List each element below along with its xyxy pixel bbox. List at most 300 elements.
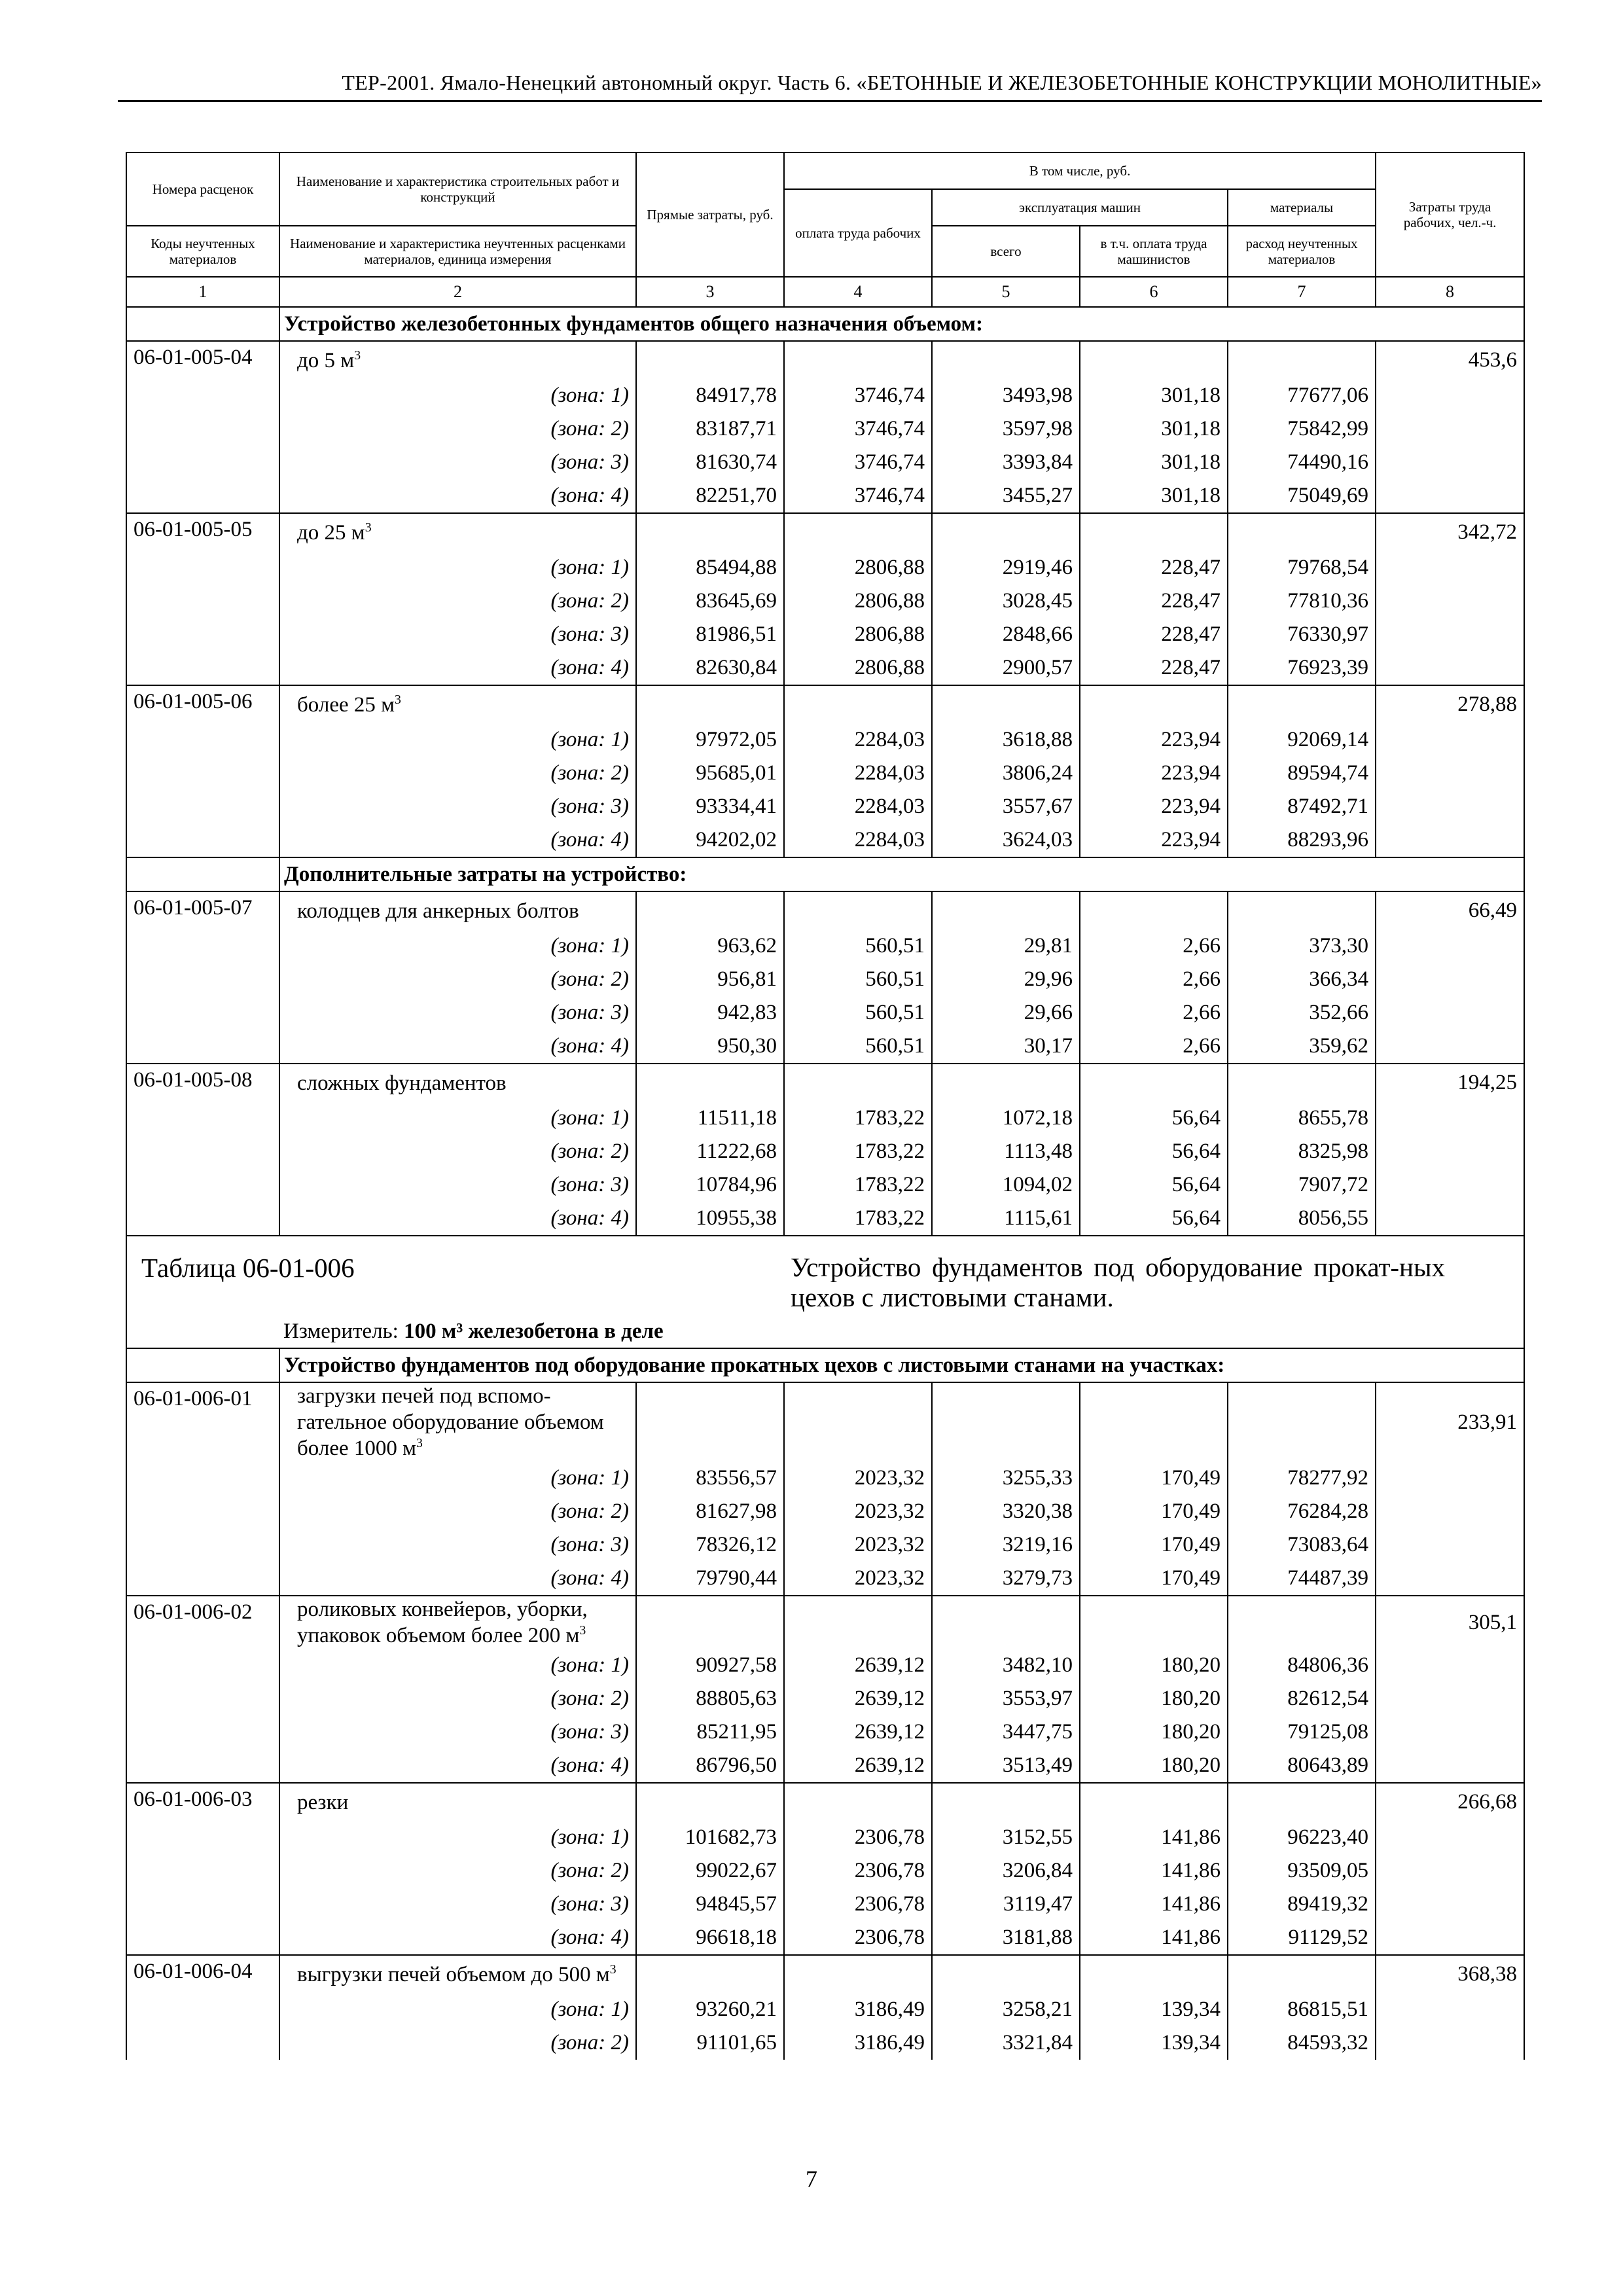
rate-name	[279, 1382, 636, 1462]
rate-row	[126, 1382, 1524, 1462]
zone-row	[126, 757, 1524, 790]
rate-name	[279, 1955, 636, 1993]
labor-cost: 194,25	[1376, 1064, 1524, 1102]
zone-label: (зона: 4)	[279, 479, 636, 513]
zone-row	[126, 790, 1524, 823]
machines-total: 3557,67	[932, 790, 1080, 823]
empty-cell	[126, 1462, 279, 1495]
drivers-pay: 228,47	[1080, 651, 1228, 685]
machines-total: 30,17	[932, 1030, 1080, 1064]
materials-cost: 366,34	[1228, 963, 1376, 996]
section-title-row	[126, 857, 1524, 891]
empty-cell	[1376, 1495, 1524, 1528]
zone-label: (зона: 3)	[279, 790, 636, 823]
drivers-pay: 170,49	[1080, 1495, 1228, 1528]
direct-costs: 101682,73	[636, 1821, 784, 1854]
empty-cell	[784, 341, 932, 379]
zone-label: (зона: 2)	[279, 1135, 636, 1168]
direct-costs: 94845,57	[636, 1888, 784, 1921]
rate-row	[126, 685, 1524, 723]
worker-pay: 2023,32	[784, 1528, 932, 1562]
zone-label: (зона: 4)	[279, 1202, 636, 1236]
materials-cost: 82612,54	[1228, 1682, 1376, 1715]
empty-cell	[1376, 412, 1524, 446]
rate-row	[126, 513, 1524, 551]
machines-total: 3618,88	[932, 723, 1080, 757]
direct-costs: 10955,38	[636, 1202, 784, 1236]
materials-cost: 8056,55	[1228, 1202, 1376, 1236]
materials-cost: 93509,05	[1228, 1854, 1376, 1888]
materials-cost: 76330,97	[1228, 618, 1376, 651]
empty-cell	[932, 685, 1080, 723]
materials-cost: 74490,16	[1228, 446, 1376, 479]
meter-value: 100 м³ железобетона в деле	[404, 1319, 664, 1343]
zone-label: (зона: 4)	[279, 651, 636, 685]
zone-row	[126, 1202, 1524, 1236]
zone-row	[126, 1528, 1524, 1562]
empty-cell	[126, 1715, 279, 1749]
direct-costs: 963,62	[636, 929, 784, 963]
rate-name-text: более 25 м	[297, 692, 395, 717]
empty-cell	[126, 996, 279, 1030]
zone-label: (зона: 2)	[279, 1682, 636, 1715]
direct-costs: 83187,71	[636, 412, 784, 446]
rate-name-text: колодцев для анкерных болтов	[297, 899, 579, 923]
zone-row	[126, 1462, 1524, 1495]
column-numbers	[126, 277, 1524, 307]
drivers-pay: 56,64	[1080, 1135, 1228, 1168]
empty-cell	[1376, 1821, 1524, 1854]
materials-cost: 73083,64	[1228, 1528, 1376, 1562]
section-title-row	[126, 1348, 1524, 1382]
materials-cost: 91129,52	[1228, 1921, 1376, 1955]
section-title-row	[126, 307, 1524, 341]
empty-cell	[1376, 1462, 1524, 1495]
materials-cost: 76923,39	[1228, 651, 1376, 685]
header-worker-pay: оплата труда рабочих	[784, 189, 932, 277]
direct-costs: 81627,98	[636, 1495, 784, 1528]
direct-costs: 10784,96	[636, 1168, 784, 1202]
empty-cell	[784, 1064, 932, 1102]
drivers-pay: 2,66	[1080, 1030, 1228, 1064]
empty-cell	[126, 1749, 279, 1783]
zone-row	[126, 1993, 1524, 2026]
empty-cell	[932, 1064, 1080, 1102]
empty-cell	[1080, 685, 1228, 723]
empty-cell	[784, 891, 932, 929]
zone-label: (зона: 3)	[279, 446, 636, 479]
machines-total: 3393,84	[932, 446, 1080, 479]
direct-costs: 97972,05	[636, 723, 784, 757]
empty-cell	[1376, 1102, 1524, 1135]
drivers-pay: 2,66	[1080, 963, 1228, 996]
rate-name-text: загрузки печей под вспомо-гательное оборудование объемом более 1000 м	[297, 1384, 604, 1460]
materials-cost: 88293,96	[1228, 823, 1376, 857]
empty-cell	[784, 1955, 932, 1993]
drivers-pay: 301,18	[1080, 412, 1228, 446]
drivers-pay: 56,64	[1080, 1168, 1228, 1202]
drivers-pay: 2,66	[1080, 996, 1228, 1030]
empty-cell	[126, 379, 279, 412]
empty-cell	[636, 1064, 784, 1102]
empty-cell	[1080, 1955, 1228, 1993]
zone-label: (зона: 2)	[279, 963, 636, 996]
drivers-pay: 56,64	[1080, 1102, 1228, 1135]
rate-code: 06-01-005-05	[126, 513, 279, 551]
empty-cell	[1376, 1921, 1524, 1955]
rate-code: 06-01-005-06	[126, 685, 279, 723]
header-work-name: Наименование и характеристика строительных работ и конструкций	[279, 152, 636, 226]
rate-name-superscript: 3	[416, 1436, 423, 1450]
drivers-pay: 180,20	[1080, 1649, 1228, 1682]
table-header	[126, 152, 1524, 307]
zone-row	[126, 446, 1524, 479]
empty-cell	[126, 1821, 279, 1854]
zone-row	[126, 1715, 1524, 1749]
materials-cost: 76284,28	[1228, 1495, 1376, 1528]
worker-pay: 2284,03	[784, 823, 932, 857]
zone-label: (зона: 3)	[279, 1715, 636, 1749]
labor-cost: 266,68	[1376, 1783, 1524, 1821]
worker-pay: 2806,88	[784, 551, 932, 584]
drivers-pay: 301,18	[1080, 446, 1228, 479]
empty-cell	[1376, 790, 1524, 823]
drivers-pay: 180,20	[1080, 1715, 1228, 1749]
worker-pay: 2306,78	[784, 1821, 932, 1854]
zone-row	[126, 823, 1524, 857]
worker-pay: 2306,78	[784, 1921, 932, 1955]
empty-cell	[126, 446, 279, 479]
running-header: ТЕР-2001. Ямало-Ненецкий автономный округ. Часть 6. «БЕТОННЫЕ И ЖЕЛЕЗОБЕТОННЫЕ КОНСТРУКЦИИ МОНОЛИТНЫЕ»	[118, 71, 1542, 102]
materials-cost: 75049,69	[1228, 479, 1376, 513]
meter	[279, 1315, 1524, 1348]
machines-total: 2848,66	[932, 618, 1080, 651]
direct-costs: 83556,57	[636, 1462, 784, 1495]
empty-cell	[1080, 1596, 1228, 1649]
section-title: Устройство железобетонных фундаментов общего назначения объемом:	[279, 307, 1524, 341]
empty-cell	[1376, 1715, 1524, 1749]
machines-total: 2900,57	[932, 651, 1080, 685]
empty-cell	[1228, 1783, 1376, 1821]
worker-pay: 2284,03	[784, 757, 932, 790]
zone-label: (зона: 1)	[279, 1649, 636, 1682]
drivers-pay: 141,86	[1080, 1821, 1228, 1854]
zone-row	[126, 1854, 1524, 1888]
materials-cost: 89419,32	[1228, 1888, 1376, 1921]
worker-pay: 2284,03	[784, 790, 932, 823]
zone-label: (зона: 1)	[279, 723, 636, 757]
zone-label: (зона: 2)	[279, 412, 636, 446]
machines-total: 29,96	[932, 963, 1080, 996]
empty-cell	[126, 1854, 279, 1888]
machines-total: 1072,18	[932, 1102, 1080, 1135]
rate-row	[126, 1596, 1524, 1649]
direct-costs: 93260,21	[636, 1993, 784, 2026]
empty-cell	[126, 1562, 279, 1596]
zone-row	[126, 1821, 1524, 1854]
worker-pay: 560,51	[784, 1030, 932, 1064]
zone-label: (зона: 3)	[279, 996, 636, 1030]
direct-costs: 81986,51	[636, 618, 784, 651]
rate-name-text: сложных фундаментов	[297, 1071, 507, 1095]
empty-cell	[126, 551, 279, 584]
zone-label: (зона: 1)	[279, 1821, 636, 1854]
empty-cell	[126, 963, 279, 996]
zone-row	[126, 651, 1524, 685]
rate-name	[279, 685, 636, 723]
drivers-pay: 170,49	[1080, 1528, 1228, 1562]
zone-row	[126, 2026, 1524, 2060]
zone-row	[126, 1495, 1524, 1528]
empty-cell	[1228, 1955, 1376, 1993]
header-material-codes: Коды неучтенных материалов	[126, 226, 279, 277]
materials-cost: 79125,08	[1228, 1715, 1376, 1749]
worker-pay: 2284,03	[784, 723, 932, 757]
rate-name-text: выгрузки печей объемом до 500 м	[297, 1962, 610, 1986]
drivers-pay: 180,20	[1080, 1749, 1228, 1783]
machines-total: 3553,97	[932, 1682, 1080, 1715]
worker-pay: 3746,74	[784, 446, 932, 479]
empty-cell	[1376, 446, 1524, 479]
rates-table	[126, 152, 1525, 2060]
empty-cell	[932, 891, 1080, 929]
empty-cell	[1228, 1382, 1376, 1462]
labor-cost: 342,72	[1376, 513, 1524, 551]
machines-total: 3181,88	[932, 1921, 1080, 1955]
machines-total: 3597,98	[932, 412, 1080, 446]
header-materials: материалы	[1228, 189, 1376, 226]
empty-cell	[1376, 618, 1524, 651]
empty-cell	[784, 513, 932, 551]
zone-row	[126, 379, 1524, 412]
rate-name-superscript: 3	[354, 348, 361, 363]
machines-total: 3320,38	[932, 1495, 1080, 1528]
empty-cell	[126, 1528, 279, 1562]
empty-cell	[1228, 685, 1376, 723]
direct-costs: 96618,18	[636, 1921, 784, 1955]
empty-cell	[932, 513, 1080, 551]
worker-pay: 3186,49	[784, 2026, 932, 2060]
empty-cell	[1080, 1064, 1228, 1102]
materials-cost: 352,66	[1228, 996, 1376, 1030]
zone-label: (зона: 3)	[279, 618, 636, 651]
materials-cost: 77810,36	[1228, 584, 1376, 618]
empty-cell	[126, 2026, 279, 2060]
labor-cost: 278,88	[1376, 685, 1524, 723]
empty-cell	[1376, 379, 1524, 412]
worker-pay: 2023,32	[784, 1495, 932, 1528]
direct-costs: 88805,63	[636, 1682, 784, 1715]
rate-code: 06-01-006-03	[126, 1783, 279, 1821]
column-number: 6	[1080, 277, 1228, 307]
zone-row	[126, 1102, 1524, 1135]
empty-cell	[1376, 1854, 1524, 1888]
header-labor: Затраты труда рабочих, чел.-ч.	[1376, 152, 1524, 277]
drivers-pay: 180,20	[1080, 1682, 1228, 1715]
drivers-pay: 141,86	[1080, 1888, 1228, 1921]
empty-cell	[1376, 963, 1524, 996]
materials-cost: 96223,40	[1228, 1821, 1376, 1854]
drivers-pay: 170,49	[1080, 1462, 1228, 1495]
empty-cell	[932, 1596, 1080, 1649]
empty-cell	[126, 479, 279, 513]
zone-label: (зона: 3)	[279, 1528, 636, 1562]
machines-total: 29,81	[932, 929, 1080, 963]
machines-total: 3321,84	[932, 2026, 1080, 2060]
zone-label: (зона: 2)	[279, 1854, 636, 1888]
machines-total: 3447,75	[932, 1715, 1080, 1749]
materials-cost: 8655,78	[1228, 1102, 1376, 1135]
materials-cost: 79768,54	[1228, 551, 1376, 584]
empty-cell	[1376, 584, 1524, 618]
empty-cell	[126, 584, 279, 618]
empty-cell	[784, 1382, 932, 1462]
rate-name-superscript: 3	[395, 692, 401, 707]
empty-cell	[126, 412, 279, 446]
header-including: В том числе, руб.	[784, 152, 1376, 189]
section-title-code-cell	[126, 307, 279, 341]
header-rate-numbers: Номера расценок	[126, 152, 279, 226]
rate-name-superscript: 3	[609, 1962, 616, 1977]
empty-cell	[932, 341, 1080, 379]
empty-cell	[1376, 2026, 1524, 2060]
machines-total: 1113,48	[932, 1135, 1080, 1168]
header-machines: эксплуатация машин	[932, 189, 1228, 226]
empty-cell	[126, 823, 279, 857]
empty-cell	[126, 757, 279, 790]
zone-row	[126, 412, 1524, 446]
direct-costs: 84917,78	[636, 379, 784, 412]
zone-label: (зона: 1)	[279, 929, 636, 963]
rate-name	[279, 1596, 636, 1649]
worker-pay: 2639,12	[784, 1649, 932, 1682]
zone-row	[126, 1030, 1524, 1064]
table-label: Таблица 06-01-006	[126, 1236, 784, 1315]
rate-name	[279, 341, 636, 379]
worker-pay: 1783,22	[784, 1168, 932, 1202]
drivers-pay: 141,86	[1080, 1921, 1228, 1955]
empty-cell	[126, 1315, 279, 1348]
zone-label: (зона: 1)	[279, 551, 636, 584]
materials-cost: 78277,92	[1228, 1462, 1376, 1495]
empty-cell	[126, 790, 279, 823]
rate-code: 06-01-006-02	[126, 1596, 279, 1649]
empty-cell	[126, 1993, 279, 2026]
machines-total: 3279,73	[932, 1562, 1080, 1596]
empty-cell	[126, 1168, 279, 1202]
machines-total: 1094,02	[932, 1168, 1080, 1202]
empty-cell	[126, 651, 279, 685]
machines-total: 3206,84	[932, 1854, 1080, 1888]
materials-cost: 8325,98	[1228, 1135, 1376, 1168]
materials-cost: 373,30	[1228, 929, 1376, 963]
worker-pay: 2306,78	[784, 1888, 932, 1921]
empty-cell	[126, 1030, 279, 1064]
empty-cell	[636, 685, 784, 723]
table-body	[126, 307, 1524, 2060]
machines-total: 3152,55	[932, 1821, 1080, 1854]
direct-costs: 11222,68	[636, 1135, 784, 1168]
materials-cost: 89594,74	[1228, 757, 1376, 790]
empty-cell	[1228, 341, 1376, 379]
rate-name-text: до 5 м	[297, 348, 355, 372]
materials-cost: 86815,51	[1228, 1993, 1376, 2026]
worker-pay: 3746,74	[784, 379, 932, 412]
labor-cost: 66,49	[1376, 891, 1524, 929]
table-title: Устройство фундаментов под оборудование прокат-ных цехов с листовыми станами.	[784, 1236, 1524, 1315]
empty-cell	[1376, 996, 1524, 1030]
materials-cost: 75842,99	[1228, 412, 1376, 446]
zone-label: (зона: 4)	[279, 823, 636, 857]
direct-costs: 93334,41	[636, 790, 784, 823]
worker-pay: 1783,22	[784, 1202, 932, 1236]
direct-costs: 91101,65	[636, 2026, 784, 2060]
rate-code: 06-01-005-04	[126, 341, 279, 379]
empty-cell	[636, 341, 784, 379]
zone-label: (зона: 3)	[279, 1168, 636, 1202]
zone-row	[126, 1135, 1524, 1168]
empty-cell	[1080, 891, 1228, 929]
direct-costs: 82251,70	[636, 479, 784, 513]
zone-row	[126, 1888, 1524, 1921]
worker-pay: 3186,49	[784, 1993, 932, 2026]
drivers-pay: 170,49	[1080, 1562, 1228, 1596]
direct-costs: 86796,50	[636, 1749, 784, 1783]
machines-total: 3806,24	[932, 757, 1080, 790]
worker-pay: 2806,88	[784, 618, 932, 651]
zone-row	[126, 723, 1524, 757]
drivers-pay: 223,94	[1080, 723, 1228, 757]
direct-costs: 82630,84	[636, 651, 784, 685]
empty-cell	[1376, 1030, 1524, 1064]
empty-cell	[1228, 1596, 1376, 1649]
empty-cell	[784, 685, 932, 723]
rate-name	[279, 513, 636, 551]
zone-label: (зона: 4)	[279, 1921, 636, 1955]
direct-costs: 83645,69	[636, 584, 784, 618]
rate-code: 06-01-005-07	[126, 891, 279, 929]
worker-pay: 2023,32	[784, 1462, 932, 1495]
empty-cell	[1228, 1064, 1376, 1102]
header-direct-costs: Прямые затраты, руб.	[636, 152, 784, 277]
machines-total: 3119,47	[932, 1888, 1080, 1921]
header-drivers-pay: в т.ч. оплата труда машинистов	[1080, 226, 1228, 277]
zone-label: (зона: 4)	[279, 1562, 636, 1596]
empty-cell	[126, 1135, 279, 1168]
zone-label: (зона: 1)	[279, 379, 636, 412]
section-title-code-cell	[126, 1348, 279, 1382]
direct-costs: 85211,95	[636, 1715, 784, 1749]
empty-cell	[1376, 1888, 1524, 1921]
rate-code: 06-01-006-04	[126, 1955, 279, 1993]
direct-costs: 99022,67	[636, 1854, 784, 1888]
empty-cell	[1376, 1649, 1524, 1682]
empty-cell	[932, 1382, 1080, 1462]
direct-costs: 90927,58	[636, 1649, 784, 1682]
machines-total: 3255,33	[932, 1462, 1080, 1495]
section-title: Устройство фундаментов под оборудование прокатных цехов с листовыми станами на участках:	[279, 1348, 1524, 1382]
empty-cell	[126, 1682, 279, 1715]
empty-cell	[126, 723, 279, 757]
drivers-pay: 139,34	[1080, 1993, 1228, 2026]
empty-cell	[1376, 1562, 1524, 1596]
machines-total: 1115,61	[932, 1202, 1080, 1236]
zone-row	[126, 1168, 1524, 1202]
zone-row	[126, 1562, 1524, 1596]
empty-cell	[126, 1649, 279, 1682]
rate-row	[126, 341, 1524, 379]
machines-total: 3028,45	[932, 584, 1080, 618]
